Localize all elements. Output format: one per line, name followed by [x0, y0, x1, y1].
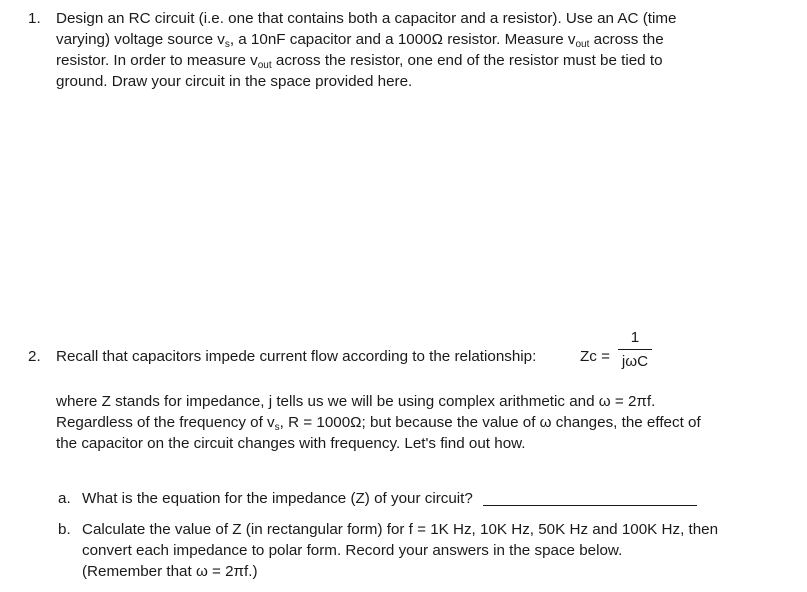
question-2-para-line-2: Regardless of the frequency of $v_s$, R = 1000Ω; but because the value of ω changes, the effect of: [56, 414, 701, 433]
question-1-number: 1.: [28, 10, 41, 27]
impedance-fraction: [618, 329, 652, 371]
subquestion-b-line-1: Calculate the value of Z (in rectangular form) for f = 1K Hz, 10K Hz, 50K Hz and 100K Hz, then: [82, 521, 719, 538]
fraction-numerator: 1: [630, 329, 640, 346]
question-2-para-line-1: where Z stands for impedance, j tells us we will be using complex arithmetic and ω = 2πf.: [56, 393, 656, 410]
question-2-number: 2.: [28, 348, 41, 365]
subquestion-a: What is the equation for the impedance (Z) of your circuit?: [82, 489, 697, 508]
subquestion-b-label: b.: [58, 521, 71, 538]
answer-blank-line[interactable]: [483, 491, 697, 506]
question-1-line-4: ground. Draw your circuit in the space provided here.: [56, 73, 413, 90]
question-1-line-1: Design an RC circuit (i.e. one that contains both a capacitor and a resistor). Use an AC (time: [56, 10, 677, 27]
fraction-bar: [618, 349, 652, 350]
subquestion-a-label: a.: [58, 490, 71, 507]
question-1-line-2: varying) voltage source $v_s$, a 10nF capacitor and a 1000Ω resistor. Measure $v_{out}$ across the: [56, 31, 664, 50]
question-1-line-3: resistor. In order to measure $v_{out}$ across the resistor, one end of the resistor must be tied to: [56, 52, 663, 71]
formula-lhs: Zc =: [580, 348, 610, 365]
fraction-denominator: jωC: [621, 353, 649, 371]
question-2-para-line-3: the capacitor on the circuit changes with frequency. Let's find out how.: [56, 435, 526, 452]
subquestion-b-line-2: convert each impedance to polar form. Record your answers in the space below.: [82, 542, 623, 559]
subquestion-b-line-3: (Remember that ω = 2πf.): [82, 563, 258, 580]
question-2-intro: Recall that capacitors impede current flow according to the relationship:: [56, 348, 537, 365]
